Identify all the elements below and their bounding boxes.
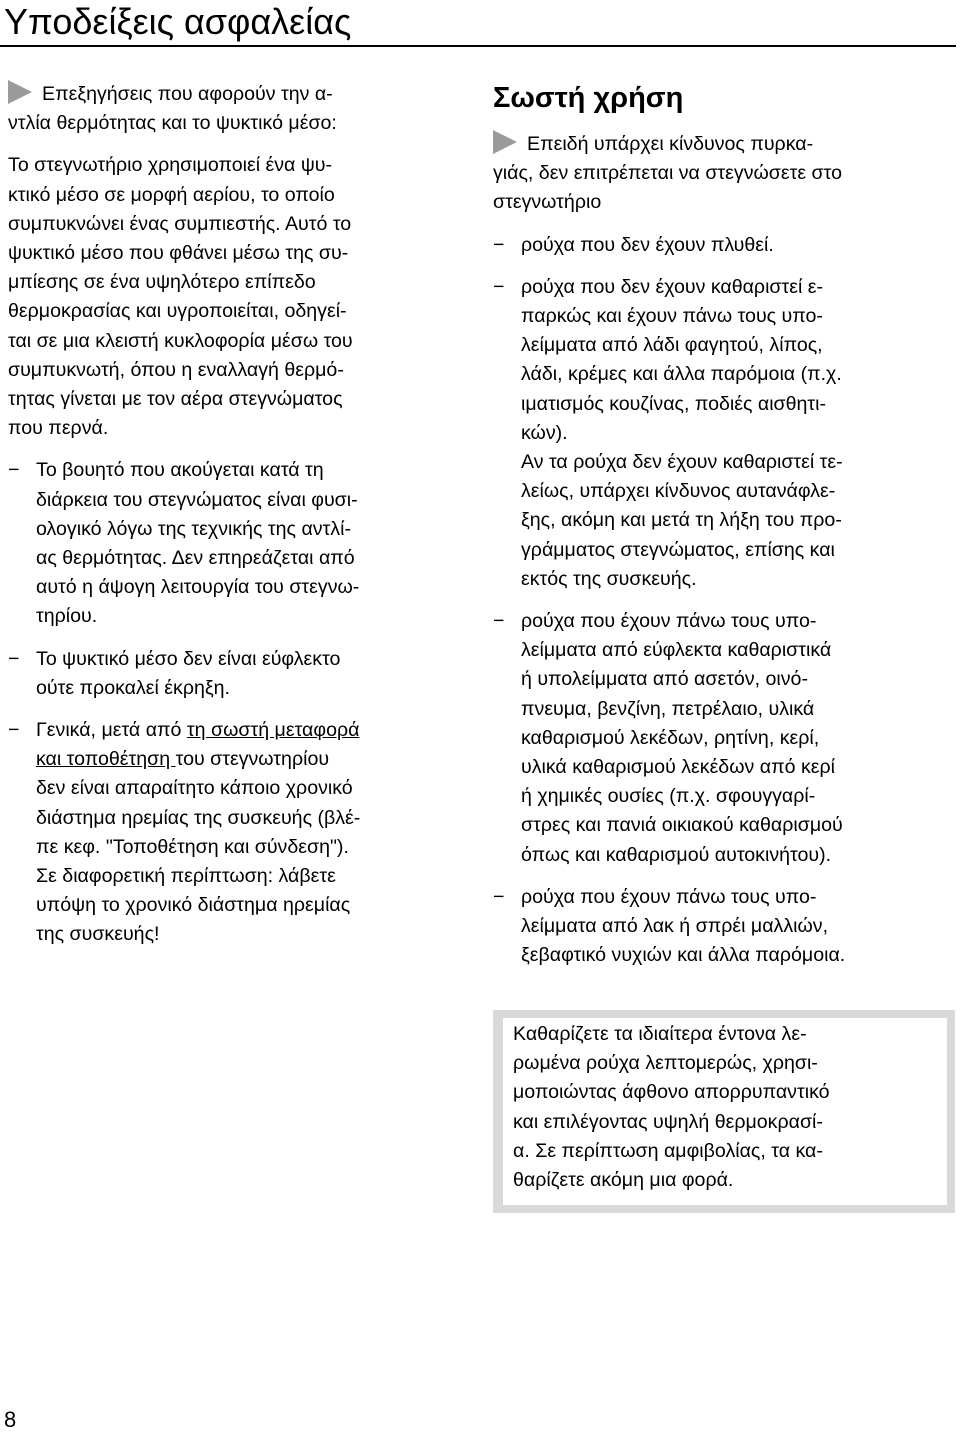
paragraph-line: θερμοκρασίας και υγροποιείται, οδηγεί- (8, 300, 347, 323)
arrow-right-icon (8, 80, 32, 104)
list-line: ιματισμός κουζίνας, ποδιές αισθητι- (521, 392, 827, 415)
cross-reference-link[interactable]: τη σωστή μεταφορά (186, 719, 360, 742)
paragraph-line: συμπυκνώνει ένας συμπιεστής. Αυτό το (8, 212, 352, 235)
list-line: όπως και καθαρισμού αυτοκινήτου). (521, 843, 832, 866)
list-line: λείμματα από λάδι φαγητού, λίπος, (521, 334, 823, 357)
list-item (493, 607, 955, 870)
list-item (8, 716, 464, 950)
list-item (493, 883, 955, 971)
list-line: εκτός της συσκευής. (521, 567, 697, 590)
list-line: κών). (521, 421, 568, 444)
list-line: ξης, ακόμη και μετά τη λήξη του προ- (521, 509, 842, 532)
list-line: δεν είναι απαραίτητο κάποιο χρονικό (36, 777, 353, 800)
refrigerant-paragraph (8, 151, 464, 443)
paragraph-line: κτικό μέσο σε μορφή αερίου, το οποίο (8, 183, 335, 206)
dash-bullet: − (8, 719, 20, 742)
dash-bullet: − (493, 275, 505, 298)
list-line: υπόψη το χρονικό διάστημα ηρεμίας (36, 894, 351, 917)
page-title: Υποδείξεις ασφαλείας (4, 1, 352, 42)
note-text (503, 1018, 947, 1205)
list-line: γράμματος στεγνώματος, επίσης και (521, 538, 835, 561)
list-line: τηρίου. (36, 605, 98, 628)
list-line: λείως, υπάρχει κίνδυνος αυτανάφλε- (521, 480, 836, 503)
list-line: λάδι, κρέμες και άλλα παρόμοια (π.χ. (521, 363, 842, 386)
list-line: ή υπολείμματα από ασετόν, οινό- (521, 668, 808, 691)
list-line: υλικά καθαρισμού λεκέδων από κερί (521, 756, 835, 779)
pump-intro (8, 80, 464, 138)
arrow-right-icon (493, 130, 517, 154)
section-heading: Σωστή χρήση (493, 82, 684, 114)
list-line: λείμματα από λακ ή σπρέι μαλλιών, (521, 915, 829, 938)
list-line: παρκώς και έχουν πάνω τους υπο- (521, 305, 823, 328)
paragraph-line: τητας γίνεται με τον αέρα στεγνώματος (8, 388, 343, 411)
note-line: ρωμένα ρούχα λεπτομερώς, χρησι- (513, 1052, 818, 1075)
list-line: λείμματα από εύφλεκτα καθαριστικά (521, 639, 832, 662)
list-line: ή χημικές ουσίες (π.χ. σφουγγαρί- (521, 785, 816, 808)
list-line: ξεβαφτικό νυχιών και άλλα παρόμοια. (521, 944, 846, 967)
list-item (8, 645, 464, 703)
list-line: Το βουητό που ακούγεται κατά τη (36, 459, 324, 482)
note-line: Καθαρίζετε τα ιδιαίτερα έντονα λε- (513, 1023, 807, 1045)
list-line: διάστημα ηρεμίας της συσκευής (βλέ- (36, 806, 361, 829)
list-line: καθαρισμού λεκέδων, ρητίνη, κερί, (521, 726, 820, 749)
dash-bullet: − (493, 610, 505, 633)
list-line: ρούχα που δεν έχουν πλυθεί. (521, 233, 774, 256)
list-line: πνευμα, βενζίνη, πετρέλαιο, υλικά (521, 697, 815, 720)
title-rule (0, 45, 956, 47)
note-line: και επιλέγοντας υψηλή θερμοκρασί- (513, 1110, 823, 1133)
list-line: Σε διαφορετική περίπτωση: λάβετε (36, 865, 336, 888)
list-line: πε κεφ. "Τοποθέτηση και σύνδεση"). (36, 835, 349, 858)
intro-line: γιάς, δεν επιτρέπεται να στεγνώσετε στο (493, 162, 842, 185)
intro-line: Επεξηγήσεις που αφορούν την α- (42, 83, 333, 105)
note-box (493, 1010, 955, 1213)
dash-bullet: − (8, 459, 20, 482)
list-line: στρες και πανιά οικιακού καθαρισμού (521, 814, 843, 837)
right-column (493, 80, 955, 970)
list-item (8, 456, 464, 631)
paragraph-line: συμπυκνωτή, όπου η εναλλαγή θερμό- (8, 358, 344, 381)
list-text: Γενικά, μετά από (36, 719, 187, 742)
list-line: αυτό η άψογη λειτουργία του στεγνω- (36, 576, 360, 599)
note-line: μοποιώντας άφθονο απορρυπαντικό (513, 1081, 830, 1104)
list-item (493, 231, 955, 260)
list-line: ούτε προκαλεί έκρηξη. (36, 676, 230, 699)
list-line: ρούχα που έχουν πάνω τους υπο- (521, 885, 817, 908)
page-number: 8 (4, 1407, 17, 1432)
note-line: α. Σε περίπτωση αμφιβολίας, τα κα- (513, 1139, 823, 1162)
list-text: του στεγνωτηρίου (175, 748, 330, 771)
list-line: ρούχα που δεν έχουν καθαριστεί ε- (521, 275, 824, 298)
list-line: Το ψυκτικό μέσο δεν είναι εύφλεκτο (36, 647, 341, 670)
paragraph-line: ται σε μια κλειστή κυκλοφορία μέσω του (8, 329, 353, 352)
dash-bullet: − (493, 885, 505, 908)
intro-line: στεγνωτήριο (493, 191, 602, 214)
paragraph-line: μπίεσης σε ένα υψηλότερο επίπεδο (8, 271, 316, 294)
list-line: Αν τα ρούχα δεν έχουν καθαριστεί τε- (521, 451, 843, 474)
paragraph-line: ψυκτικό μέσο που φθάνει μέσω της συ- (8, 242, 349, 265)
list-line: ας θερμότητας. Δεν επηρεάζεται από (36, 547, 355, 570)
dash-bullet: − (8, 647, 20, 670)
dash-bullet: − (493, 233, 505, 256)
list-line: διάρκεια του στεγνώματος είναι φυσι- (36, 488, 358, 511)
paragraph-line: Το στεγνωτήριο χρησιμοποιεί ένα ψυ- (8, 154, 333, 177)
list-line: ρούχα που έχουν πάνω τους υπο- (521, 610, 817, 633)
list-line: της συσκευής! (36, 923, 160, 946)
left-column (8, 80, 464, 950)
intro-line: ντλία θερμότητας και το ψυκτικό μέσο: (8, 112, 337, 135)
fire-risk-intro (493, 130, 955, 218)
list-line: ολογικό λόγω της τεχνικής της αντλί- (36, 517, 351, 540)
cross-reference-link[interactable]: και τοποθέτηση (36, 748, 176, 771)
note-line: θαρίζετε ακόμη μια φορά. (513, 1169, 734, 1192)
intro-line: Επειδή υπάρχει κίνδυνος πυρκα- (527, 133, 814, 155)
list-item (493, 273, 955, 594)
paragraph-line: που περνά. (8, 417, 109, 440)
